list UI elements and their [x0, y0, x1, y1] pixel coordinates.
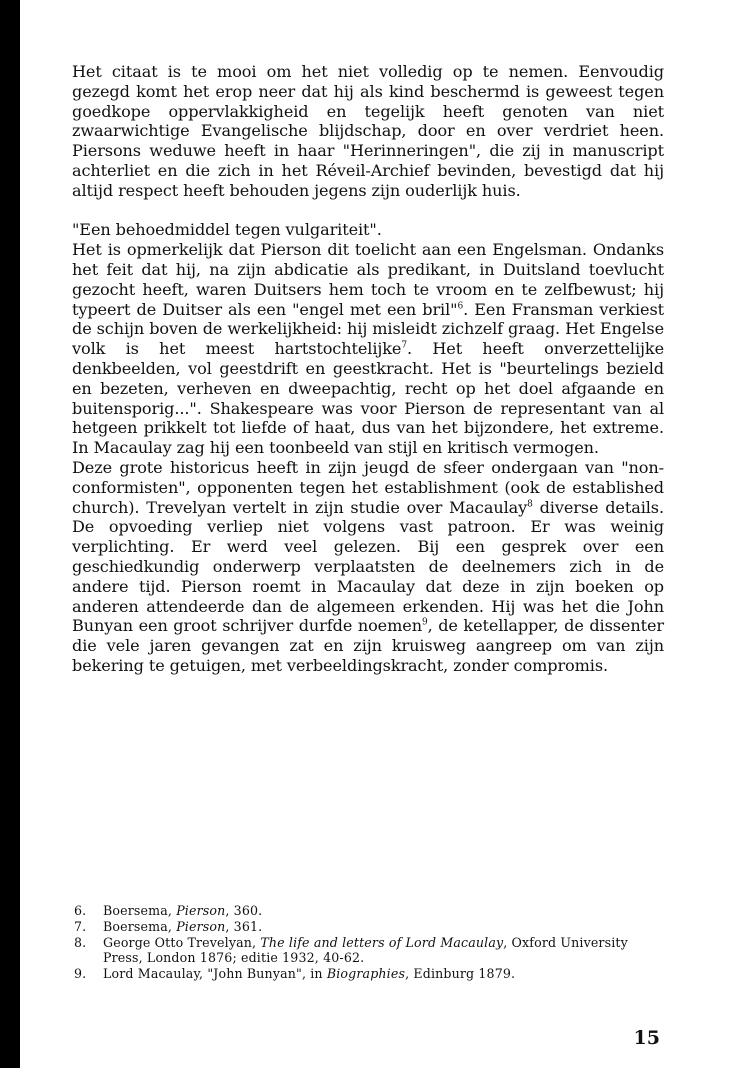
footnote-ref-6: 6 — [457, 301, 464, 312]
body-text — [72, 62, 664, 676]
footnote: 7. Boersema, Pierson, 361. — [74, 918, 263, 934]
paragraph-citaat: Het citaat is te mooi om het niet volledig op te nemen. Eenvoudig gezegd komt het erop neer dat hij als kind beschermd is geweest tegen goedkope oppervlakkigheid en tegelijk heeft genoten van niet zwaarwichtige Evangelische blijdschap, door en over verdriet heen. Piersons weduwe heeft in haar "Herinneringen", die zij in manuscript achterliet en die zich in het Réveil-Archief bevinden, bevestigd dat hij altijd respect heeft behouden jegens zijn ouderlijk huis. — [72, 62, 664, 200]
scan-edge-shadow — [0, 0, 20, 1068]
footnote-number: 6. — [74, 903, 87, 918]
footnote-ref-9: 9 — [421, 617, 428, 628]
text-run: Het is opmerkelijk dat Pierson dit toelicht aan een Engelsman. Ondanks het feit dat hij, na zijn abdicatie als predikant, in Duitsland toevlucht gezocht heeft, waren Duitsers hem toch te vroom en te zelfbewust; hij typeert de Duitser als een "engel met een bril" — [72, 240, 664, 319]
footnote: 9. Lord Macaulay, "John Bunyan", in Biographies, Edinburg 1879. — [74, 966, 516, 982]
footnotes — [74, 903, 664, 982]
footnote-number: 8. — [74, 934, 87, 950]
page-number: 15 — [633, 1027, 660, 1049]
text-run: . Het heeft onverzettelijke denkbeelden, vol geestdrift en geestkracht. Het is "beurtelings bezield en bezeten, verheven en dweepachtig, recht op het doel afgaande en buitensporig...". Shakespeare was voor Pierson de representant van al hetgeen prikkelt tot liefde of haat, dus van het bijzondere, het extreme. In Macaulay zag hij een toonbeeld van stijl en kritisch vermogen. — [72, 339, 664, 458]
footnote-number: 9. — [74, 966, 87, 982]
footnote-number: 7. — [74, 918, 87, 934]
text-run: , de ketellapper, de dissenter die vele jaren gevangen zat en zijn kruisweg aangreep om van zijn bekering te getuigen, met verbeeldingskracht, zonder compromis. — [72, 616, 665, 675]
footnote-ref-7: 7 — [401, 340, 407, 351]
paragraph-macaulay — [72, 458, 664, 676]
footnote: 6. Boersema, Pierson, 360. — [74, 903, 263, 918]
text-run: diverse details. De opvoeding verliep niet volgens vast patroon. Er was weinig verplichting. Er werd veel gelezen. Bij een gesprek over een geschiedkundig onderwerp verplaatsten de deelnemers zich in de andere tijd. Pierson roemt in Macaulay dat deze in zijn boeken op anderen attendeerde dan de algemeen erkenden. Hij was het die John Bunyan een groot schrijver durfde noemen — [72, 497, 664, 636]
text-run: Deze grote historicus heeft in zijn jeugd de sfeer ondergaan van "non-conformisten", opponenten tegen het establishment (ook de established church). Trevelyan vertelt in zijn studie over Macaulay — [72, 457, 664, 517]
text-run: . Een Fransman verkiest de schijn boven de werkelijkheid: hij misleidt zichzelf graag. Het Engelse volk is het meest hartstochtelijke — [72, 299, 664, 359]
footnote: 8. George Otto Trevelyan, The life and letters of Lord Macaulay, Oxford University Press, London 1876; editie 1932, 40-62. — [74, 934, 628, 966]
paragraph-engelsman — [72, 240, 664, 458]
section-heading: "Een behoedmiddel tegen vulgariteit". — [72, 220, 382, 240]
footnote-ref-8: 8 — [527, 499, 533, 510]
